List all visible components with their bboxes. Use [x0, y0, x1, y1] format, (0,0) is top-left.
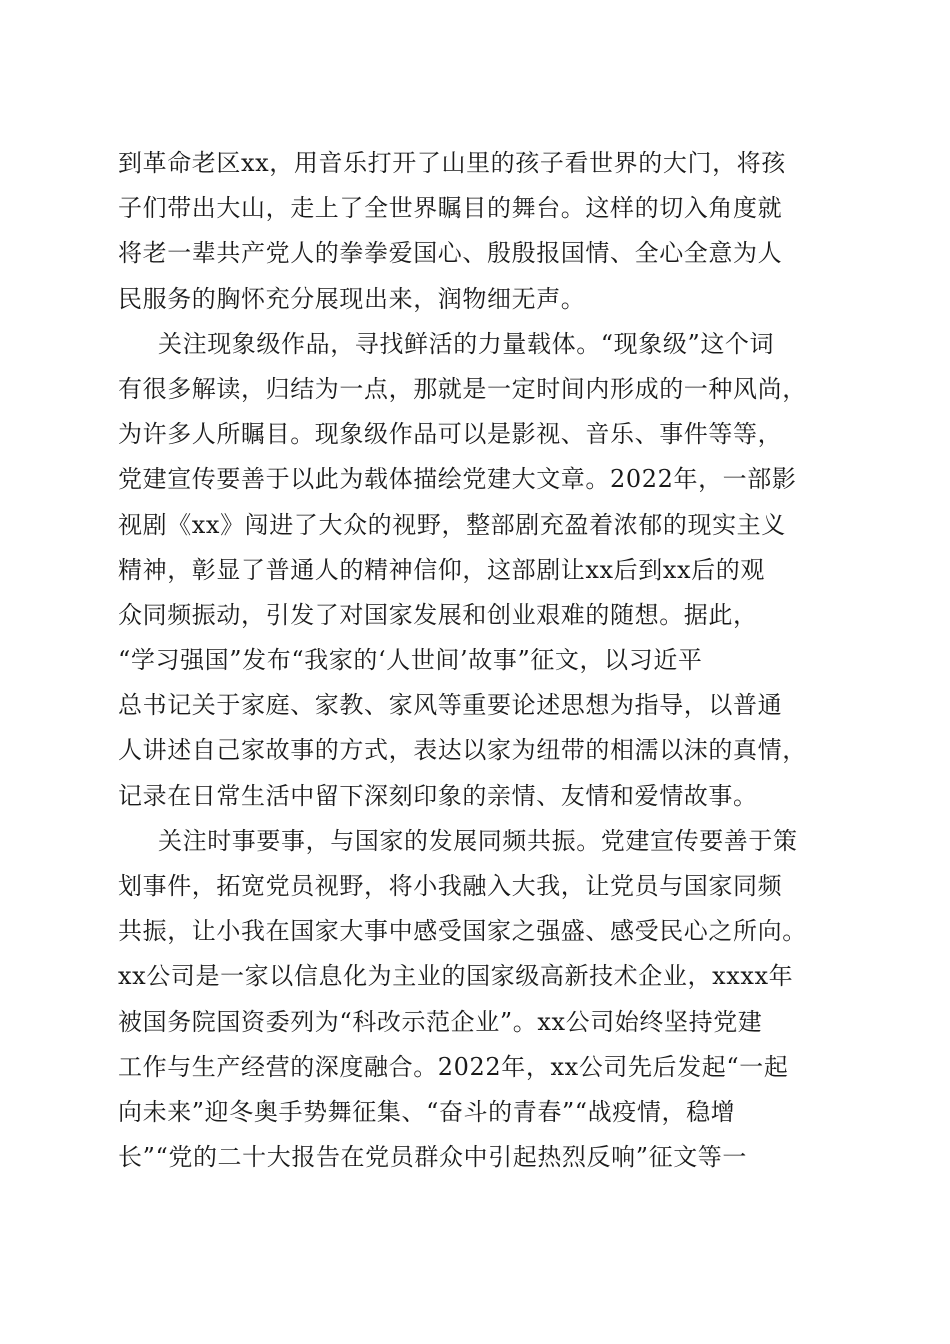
text-line: 有很多解读，归结为一点，那就是一定时间内形成的一种风尚， — [118, 374, 807, 403]
paragraph-first-line: 关注现象级作品，寻找鲜活的力量载体。“现象级”这个词 — [158, 329, 775, 358]
text-line: 向未来”迎冬奥手势舞征集、“奋斗的青春”“战疫情，稳增 — [118, 1097, 736, 1126]
text-line: 人讲述自己家故事的方式，表达以家为纽带的相濡以沫的真情， — [118, 736, 807, 765]
document-body — [118, 141, 838, 1180]
paragraph-first-line: 关注时事要事，与国家的发展同频共振。党建宣传要善于策 — [158, 826, 798, 855]
text-line: 划事件，拓宽党员视野，将小我融入大我，让党员与国家同频 — [118, 872, 783, 900]
text-line: “学习强国”发布“我家的‘人世间’故事”征文，以习近平 — [118, 646, 703, 675]
text-line: 到革命老区xx，用音乐打开了山里的孩子看世界的大门，将孩 — [118, 149, 786, 177]
text-line: 精神，彰显了普通人的精神信仰，这部剧让xx后到xx后的观 — [118, 555, 765, 584]
text-line: 将老一辈共产党人的拳拳爱国心、殷殷报国情、全心全意为人 — [118, 239, 783, 268]
text-line: 视剧《xx》闯进了大众的视野，整部剧充盈着浓郁的现实主义 — [118, 510, 786, 539]
text-line: 工作与生产经营的深度融合。2022年，xx公司先后发起“一起 — [118, 1052, 789, 1081]
text-line: 子们带出大山，走上了全世界瞩目的舞台。这样的切入角度就 — [118, 194, 783, 223]
text-line: 为许多人所瞩目。现象级作品可以是影视、音乐、事件等等， — [118, 420, 783, 449]
text-line: 民服务的胸怀充分展现出来，润物细无声。 — [118, 284, 586, 313]
text-line: 众同频振动，引发了对国家发展和创业艰难的随想。据此， — [118, 600, 758, 629]
text-line: 总书记关于家庭、家教、家风等重要论述思想为指导，以普通 — [118, 691, 783, 720]
text-line: 党建宣传要善于以此为载体描绘党建大文章。2022年，一部影 — [118, 465, 797, 494]
text-line: 长”“党的二十大报告在党员群众中引起热烈反响”征文等一 — [118, 1143, 748, 1172]
text-line: 被国务院国资委列为“科改示范企业”。xx公司始终坚持党建 — [118, 1007, 763, 1036]
text-line: 记录在日常生活中留下深刻印象的亲情、友情和爱情故事。 — [118, 781, 758, 810]
text-line: xx公司是一家以信息化为主业的国家级高新技术企业，xxxx年 — [118, 962, 794, 991]
text-line: 共振，让小我在国家大事中感受国家之强盛、感受民心之所向。 — [118, 917, 807, 946]
